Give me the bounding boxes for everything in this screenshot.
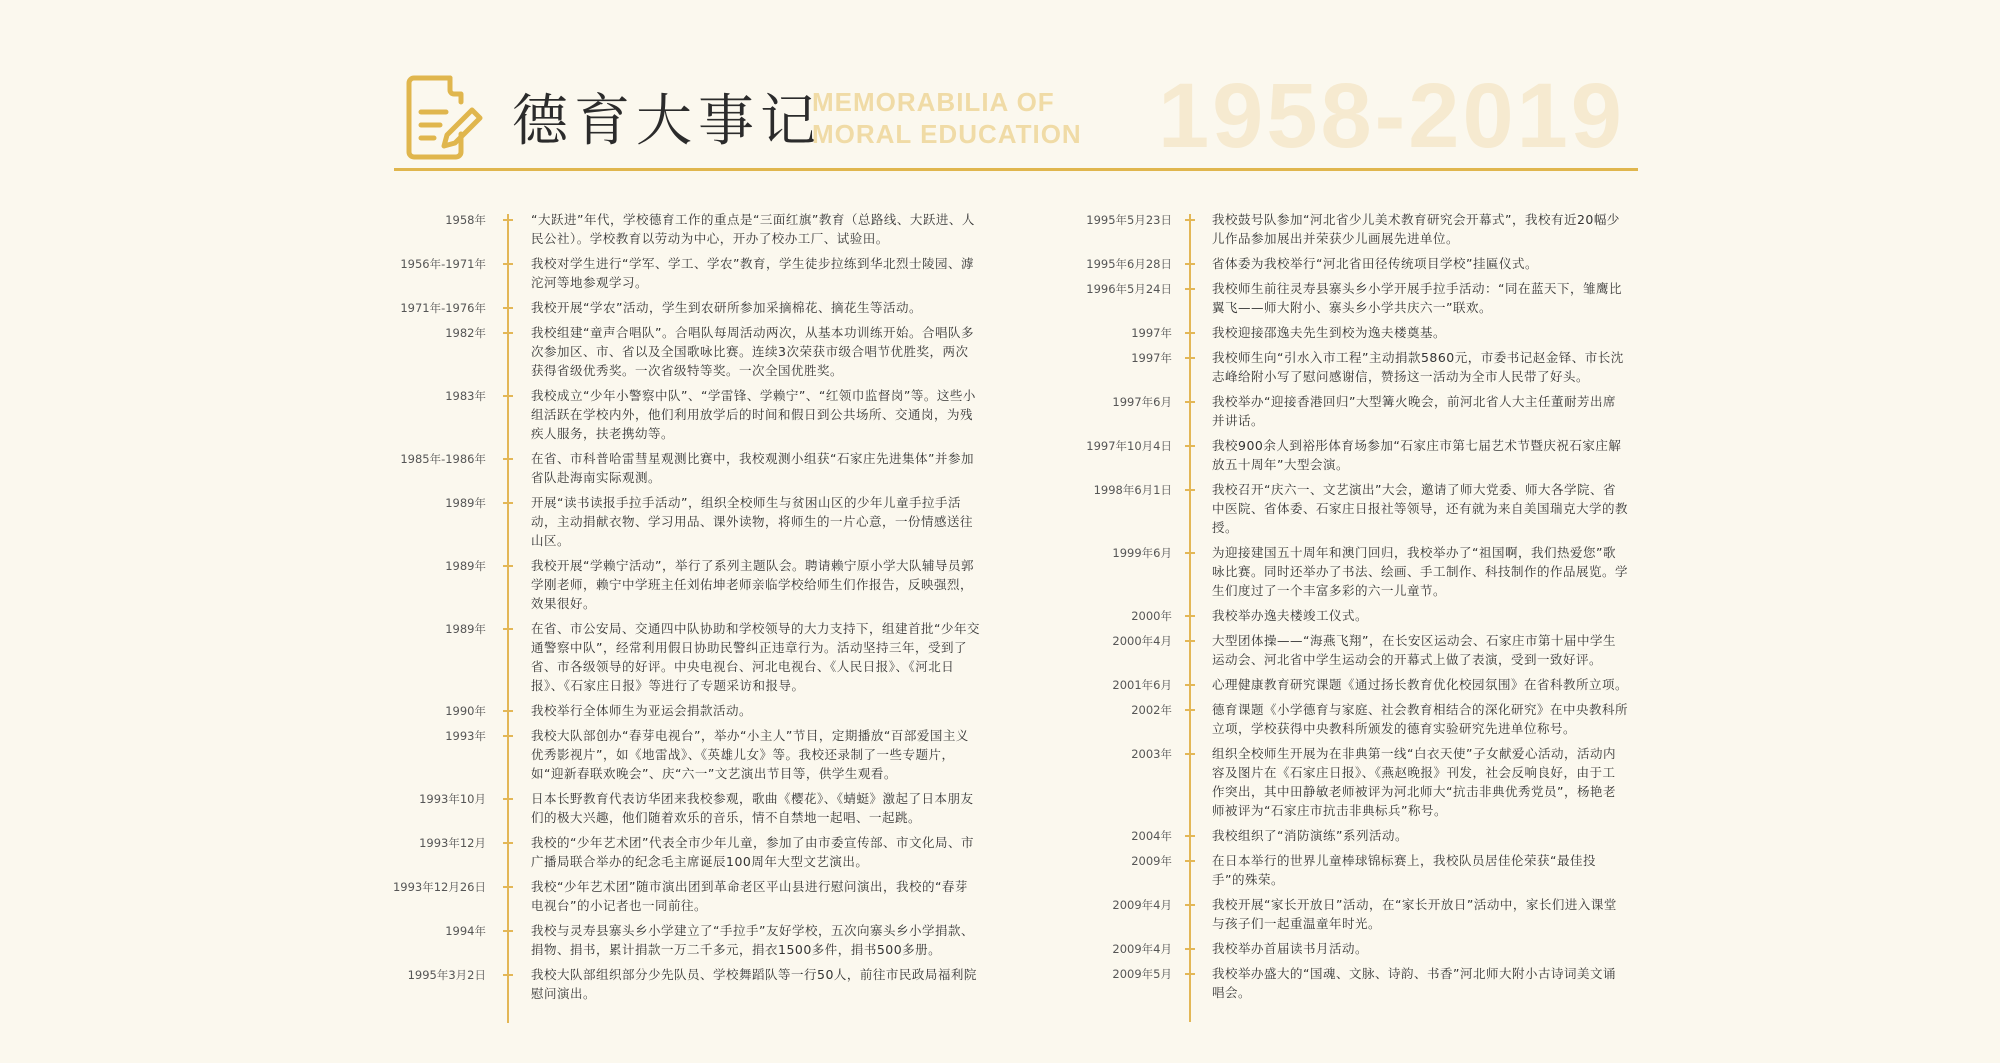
timeline-event [380,493,980,550]
event-description: 我校开展“家长开放日”活动，在“家长开放日”活动中，家长们进入课堂与孩子们一起重温童年时光。 [1212,897,1617,931]
event-date: 1996年5月24日 [1086,282,1172,296]
timeline-tick [1185,860,1195,862]
timeline-tick [503,974,513,976]
timeline-left-column [380,210,980,1009]
timeline-tick [1185,753,1195,755]
event-description: 我校900余人到裕彤体育场参加“石家庄市第七届艺术节暨庆祝石家庄解放五十周年”大型会演。 [1212,438,1622,472]
event-date: 2009年 [1131,854,1172,868]
timeline-tick [1185,640,1195,642]
event-date: 1989年 [445,622,486,636]
event-date: 2002年 [1131,703,1172,717]
timeline-tick [1185,263,1195,265]
timeline-event [1080,323,1640,342]
timeline-event [1080,348,1640,386]
timeline-tick [1185,973,1195,975]
event-description: 我校组建“童声合唱队”。合唱队每周活动两次，从基本功训练开始。合唱队多次参加区、市、省以及全国歌咏比赛。连续3次荣获市级合唱节优胜奖，两次获得省级优秀奖。一次省级特等奖。一次全国优胜奖。 [531,325,974,378]
event-description: 在省、市公安局、交通四中队协助和学校领导的大力支持下，组建首批“少年交通警察中队”，经常利用假日协助民警纠正违章行为。活动坚持三年，受到了省、市各级领导的好评。中央电视台、河北电视台、《人民日报》、《河北日报》、《石家庄日报》等进行了专题采访和报导。 [531,621,980,693]
event-date: 2003年 [1131,747,1172,761]
timeline-event [1080,543,1640,600]
timeline-tick [503,886,513,888]
event-date: 2000年 [1131,609,1172,623]
event-date: 1995年5月23日 [1086,213,1172,227]
timeline-tick [1185,615,1195,617]
timeline-tick [503,842,513,844]
event-description: 我校举办首届读书月活动。 [1212,941,1369,956]
timeline-tick [503,735,513,737]
subtitle-line-1: MEMORABILIA OF [812,87,1055,117]
timeline-tick [503,502,513,504]
event-description: 大型团体操——“海燕飞翔”，在长安区运动会、石家庄市第十届中学生运动会、河北省中学生运动会的开幕式上做了表演，受到一致好评。 [1212,633,1616,667]
event-date: 2000年4月 [1112,634,1172,648]
event-description: 我校与灵寿县寨头乡小学建立了“手拉手”友好学校，五次向寨头乡小学捐款、捐物、捐书，累计捐款一万二千多元，捐衣1500多件，捐书500多册。 [531,923,974,957]
timeline-event [380,298,980,317]
timeline-tick [1185,684,1195,686]
timeline-tick [503,332,513,334]
timeline-tick [1185,904,1195,906]
event-date: 1993年 [445,729,486,743]
event-description: 我校对学生进行“学军、学工、学农”教育，学生徒步拉练到华北烈士陵园、滹沱河等地参观学习。 [531,256,974,290]
timeline-tick [1185,552,1195,554]
event-date: 1983年 [445,389,486,403]
event-description: 省体委为我校举行“河北省田径传统项目学校”挂匾仪式。 [1212,256,1538,271]
event-description: 我校大队部创办“春芽电视台”，举办“小主人”节目，定期播放“百部爱国主义优秀影视片”，如《地雷战》、《英雄儿女》等。我校还录制了一些专题片，如“迎新春联欢晚会”、庆“六一”文艺演出节目等，供学生观看。 [531,728,969,781]
event-description: 我校举办“迎接香港回归”大型篝火晚会，前河北省人大主任董耐芳出席并讲话。 [1212,394,1616,428]
event-description: 日本长野教育代表访华团来我校参观，歌曲《樱花》、《蜻蜓》激起了日本朋友们的极大兴趣，他们随着欢乐的音乐，情不自禁地一起唱、一起跳。 [531,791,974,825]
timeline-event [1080,606,1640,625]
timeline-event [1080,895,1640,933]
timeline-event [380,701,980,720]
event-description: 我校开展“学赖宁活动”，举行了系列主题队会。聘请赖宁原小学大队辅导员郭学刚老师，赖宁中学班主任刘佑坤老师亲临学校给师生们作报告，反映强烈，效果很好。 [531,558,974,611]
timeline-tick [503,219,513,221]
event-description: 我校“少年艺术团”随市演出团到革命老区平山县进行慰问演出，我校的“春芽电视台”的小记者也一同前往。 [531,879,968,913]
timeline-tick [503,307,513,309]
event-description: 心理健康教育研究课题《通过扬长教育优化校园氛围》在省科教所立项。 [1212,677,1629,692]
event-date: 1982年 [445,326,486,340]
timeline-event [380,254,980,292]
event-description: 我校的“少年艺术团”代表全市少年儿童，参加了由市委宣传部、市文化局、市广播局联合举办的纪念毛主席诞辰100周年大型文艺演出。 [531,835,974,869]
event-date: 1997年10月4日 [1086,439,1172,453]
event-description: 我校举办逸夫楼竣工仪式。 [1212,608,1369,623]
timeline-event [380,386,980,443]
event-date: 1997年6月 [1112,395,1172,409]
event-date: 1993年12月 [419,836,486,850]
timeline-tick [1185,401,1195,403]
timeline-event [1080,826,1640,845]
event-date: 1994年 [445,924,486,938]
document-pen-icon [404,72,484,162]
event-date: 1997年 [1131,351,1172,365]
event-description: 德育课题《小学德育与家庭、社会教育相结合的深化研究》在中央教科所立项，学校获得中央教科所颁发的德育实验研究先进单位称号。 [1212,702,1629,736]
event-date: 1971年-1976年 [400,301,486,315]
timeline-event [1080,700,1640,738]
page-title: 德育大事记 [512,89,822,154]
timeline-event [380,877,980,915]
timeline-tick [503,263,513,265]
timeline-event [380,210,980,248]
timeline-event [380,921,980,959]
timeline-right-column [1080,210,1640,1008]
event-date: 1958年 [445,213,486,227]
event-description: 我校成立“少年小警察中队”、“学雷锋、学赖宁”、“红领巾监督岗”等。这些小组活跃在学校内外，他们利用放学后的时间和假日到公共场所、交通岗，为残疾人服务，扶老携幼等。 [531,388,976,441]
year-range-watermark: 1958-2019 [1158,65,1625,167]
timeline-event [1080,392,1640,430]
event-description: 我校迎接邵逸夫先生到校为逸夫楼奠基。 [1212,325,1447,340]
timeline-event [380,323,980,380]
timeline-event [1080,210,1640,248]
timeline-tick [1185,835,1195,837]
subtitle-line-2: MORAL EDUCATION [812,119,1082,149]
event-date: 1993年10月 [419,792,486,806]
timeline-event [1080,675,1640,694]
page-subtitle-en [812,86,1112,150]
timeline-event [1080,480,1640,537]
event-date: 2009年5月 [1112,967,1172,981]
timeline-event [380,619,980,695]
event-date: 1997年 [1131,326,1172,340]
timeline-event [380,726,980,783]
event-description: 我校开展“学农”活动，学生到农研所参加采摘棉花、摘花生等活动。 [531,300,922,315]
event-description: 组织全校师生开展为在非典第一线“白衣天使”子女献爱心活动，活动内容及图片在《石家庄日报》、《燕赵晚报》刊发，社会反响良好，由于工作突出，其中田静敏老师被评为河北师大“抗击非典优秀党员”，杨艳老师被评为“石家庄市抗击非典标兵”称号。 [1212,746,1616,818]
timeline-event [1080,254,1640,273]
event-description: 在日本举行的世界儿童棒球锦标赛上，我校队员居佳伦荣获“最佳投手”的殊荣。 [1212,853,1596,887]
timeline-tick [1185,219,1195,221]
event-date: 1993年12月26日 [392,880,486,894]
event-description: “大跃进”年代，学校德育工作的重点是“三面红旗”教育（总路线、大跃进、人民公社）。学校教育以劳动为中心，开办了校办工厂、试验田。 [531,212,975,246]
event-date: 1995年6月28日 [1086,257,1172,271]
event-description: 我校师生前往灵寿县寨头乡小学开展手拉手活动：“同在蓝天下，雏鹰比翼飞——师大附小、寨头乡小学共庆六一”联欢。 [1212,281,1622,315]
event-description: 我校师生向“引水入市工程”主动捐款5860元，市委书记赵金铎、市长沈志峰给附小写了慰问感谢信，赞扬这一活动为全市人民带了好头。 [1212,350,1624,384]
timeline-tick [1185,948,1195,950]
event-date: 1995年3月2日 [407,968,486,982]
timeline-event [380,556,980,613]
page-header [0,0,2000,175]
event-date: 2001年6月 [1112,678,1172,692]
event-date: 1989年 [445,559,486,573]
timeline-tick [1185,709,1195,711]
event-description: 我校组织了“消防演练”系列活动。 [1212,828,1408,843]
timeline-tick [503,798,513,800]
event-date: 1990年 [445,704,486,718]
timeline-event [1080,851,1640,889]
event-description: 我校大队部组织部分少先队员、学校舞蹈队等一行50人，前往市民政局福利院慰问演出。 [531,967,977,1001]
timeline-event [1080,964,1640,1002]
event-date: 1999年6月 [1112,546,1172,560]
event-description: 在省、市科普哈雷彗星观测比赛中，我校观测小组获“石家庄先进集体”并参加省队赴海南实际观测。 [531,451,974,485]
event-description: 为迎接建国五十周年和澳门回归，我校举办了“祖国啊，我们热爱您”歌咏比赛。同时还举办了书法、绘画、手工制作、科技制作的作品展览。学生们度过了一个丰富多彩的六一儿童节。 [1212,545,1629,598]
event-date: 1985年-1986年 [400,452,486,466]
timeline-event [380,965,980,1003]
timeline-tick [1185,489,1195,491]
event-date: 1989年 [445,496,486,510]
timeline-event [380,789,980,827]
timeline-tick [1185,357,1195,359]
timeline-event [380,449,980,487]
event-description: 我校举办盛大的“国魂、文脉、诗韵、书香”河北师大附小古诗词美文诵唱会。 [1212,966,1616,1000]
timeline-event [1080,436,1640,474]
event-description: 我校召开“庆六一、文艺演出”大会，邀请了师大党委、师大各学院、省中医院、省体委、石家庄日报社等领导，还有就为来自美国瑞克大学的教授。 [1212,482,1629,535]
timeline-event [1080,279,1640,317]
timeline-tick [503,710,513,712]
timeline-tick [503,565,513,567]
event-description: 我校鼓号队参加“河北省少儿美术教育研究会开幕式”，我校有近20幅少儿作品参加展出并荣获少儿画展先进单位。 [1212,212,1620,246]
timeline-event [1080,939,1640,958]
timeline-event [1080,744,1640,820]
event-date: 2009年4月 [1112,942,1172,956]
timeline-tick [503,930,513,932]
timeline-tick [1185,445,1195,447]
header-divider [394,168,1638,171]
event-description: 开展“读书读报手拉手活动”，组织全校师生与贫困山区的少年儿童手拉手活动，主动捐献衣物、学习用品、课外读物，将师生的一片心意，一份情感送往山区。 [531,495,974,548]
event-date: 2004年 [1131,829,1172,843]
event-date: 2009年4月 [1112,898,1172,912]
timeline-tick [503,628,513,630]
timeline-tick [1185,288,1195,290]
timeline-event [380,833,980,871]
event-date: 1998年6月1日 [1093,483,1172,497]
event-description: 我校举行全体师生为亚运会捐款活动。 [531,703,753,718]
event-date: 1956年-1971年 [400,257,486,271]
timeline-tick [503,458,513,460]
timeline-tick [503,395,513,397]
timeline-tick [1185,332,1195,334]
timeline-event [1080,631,1640,669]
